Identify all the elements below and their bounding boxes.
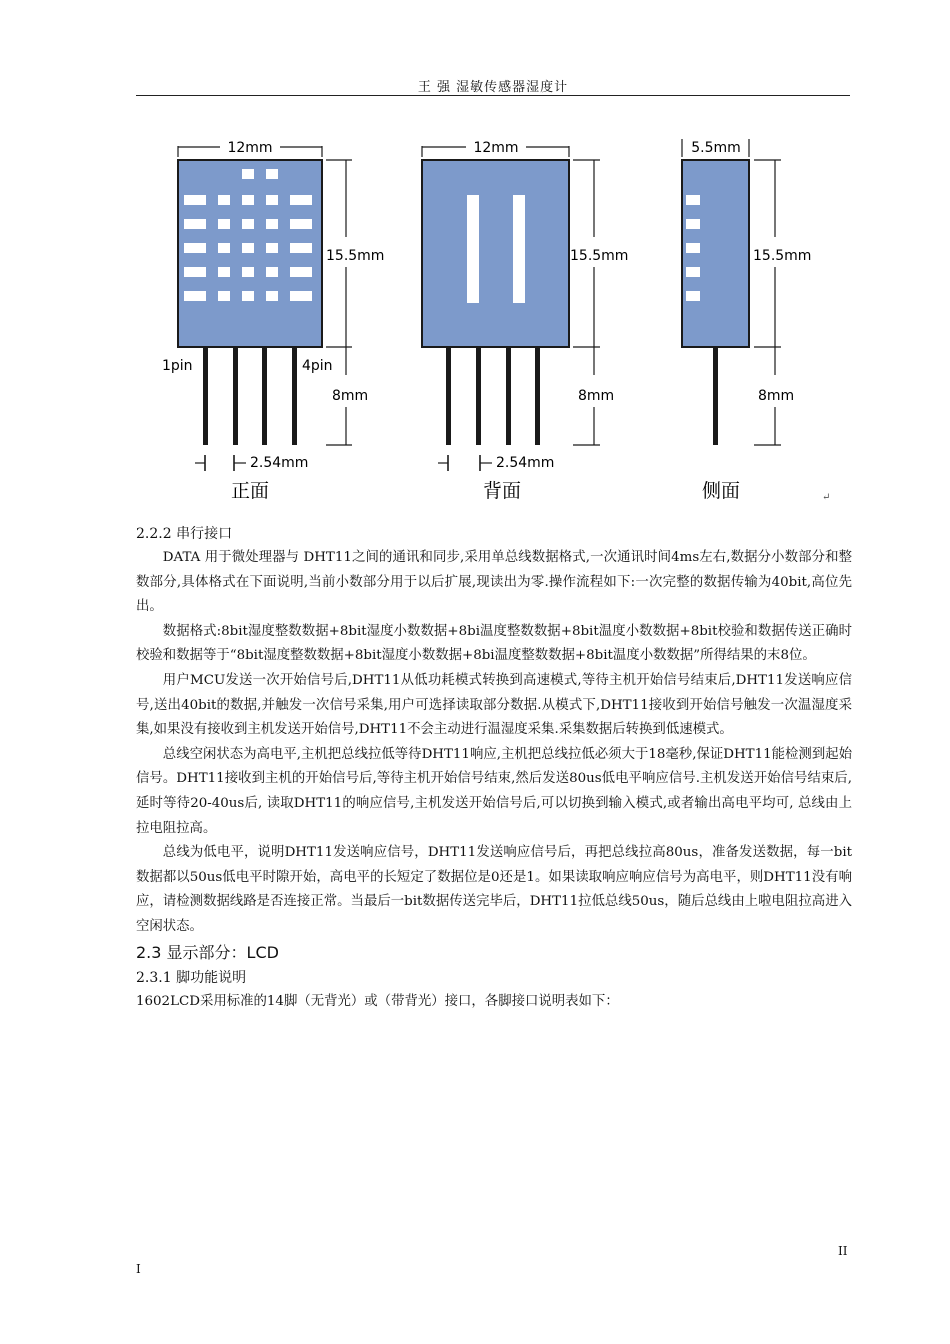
front-pin-left-label: 1pin bbox=[162, 358, 193, 374]
side-pin bbox=[713, 347, 718, 445]
paragraph-data-format: 数据格式:8bit湿度整数数据+8bit湿度小数数据+8bi温度整数数据+8bit温度小数数据+8bit校验和数据传送正确时校验和数据等于“8bit湿度整数数据+8bit湿度小数数据+8bi温度整数数据+8bit温度小数数据”所得结果的末8位。 bbox=[136, 623, 852, 664]
front-pitch-label: 2.54mm bbox=[250, 455, 309, 471]
page-header: 王 强 湿敏传感器湿度计 bbox=[417, 80, 569, 95]
back-sensor-body bbox=[422, 160, 569, 347]
side-view bbox=[682, 139, 811, 502]
document-body bbox=[136, 522, 852, 1014]
front-pins bbox=[203, 347, 297, 445]
header-rule bbox=[136, 95, 850, 96]
paragraph-lcd-intro: 1602LCD采用标准的14脚（无背光）或（带背光）接口，各脚接口说明表如下： bbox=[136, 993, 619, 1009]
paragraph-data-interface: DATA 用于微处理器与 DHT11之间的通讯和同步,采用单总线数据格式,一次通讯时间4ms左右,数据分小数部分和整数部分,具体格式在下面说明,当前小数部分用于以后扩展,现读出为零.操作流程如下:一次完整的数据传输为40bit,高位先出。 bbox=[136, 550, 852, 615]
side-sensor-body bbox=[682, 160, 749, 347]
section-2-2-2-title: 2.2.2 串行接口 bbox=[136, 526, 233, 542]
back-caption: 背面 bbox=[482, 480, 522, 502]
side-caption: 侧面 bbox=[701, 480, 741, 502]
page-number: II bbox=[838, 1244, 848, 1258]
paragraph-bus-idle: 总线空闲状态为高电平,主机把总线拉低等待DHT11响应,主机把总线拉低必须大于18毫秒,保证DHT11能检测到起始信号。DHT11接收到主机的开始信号后,等待主机开始信号结束,然后发送80us低电平响应信号.主机发送开始信号结束后,延时等待20-40us后, 读取DHT11的响应信号,主机发送开始信号后,可以切换到输入模式,或者输出高电平均可, 总线由上拉电阻拉高。 bbox=[136, 746, 852, 836]
back-pin-length-label: 8mm bbox=[578, 388, 615, 404]
front-caption: 正面 bbox=[230, 480, 270, 502]
back-height-label: 15.5mm bbox=[570, 248, 629, 264]
side-height-label: 15.5mm bbox=[753, 248, 812, 264]
back-pins bbox=[446, 347, 540, 445]
front-width-label: 12mm bbox=[227, 140, 273, 156]
paragraph-bus-low: 总线为低电平，说明DHT11发送响应信号，DHT11发送响应信号后，再把总线拉高80us，准备发送数据，每一bit数据都以50us低电平时隙开始，高电平的长短定了数据位是0还是1。如果读取响应响应信号为高电平，则DHT11没有响应，请检测数据线路是否连接正常。当最后一bit数据传送完毕后，DHT11拉低总线50us，随后总线由上啦电阻拉高进入空闲状态。 bbox=[136, 845, 852, 934]
back-slot-right bbox=[513, 195, 525, 303]
front-view bbox=[162, 140, 384, 502]
corner-mark: I bbox=[136, 1262, 141, 1276]
back-width-label: 12mm bbox=[473, 140, 519, 156]
back-slot-left bbox=[467, 195, 479, 303]
back-view bbox=[422, 140, 628, 502]
dht11-dimension-figure bbox=[150, 125, 830, 510]
section-2-3-title: 2.3 显示部分：LCD bbox=[136, 942, 279, 962]
side-pin-length-label: 8mm bbox=[758, 388, 795, 404]
paragraph-return-mark: ↵ bbox=[822, 492, 831, 503]
front-height-label: 15.5mm bbox=[326, 248, 385, 264]
front-pin-length-label: 8mm bbox=[332, 388, 369, 404]
front-sensor-body bbox=[178, 160, 322, 347]
front-pin-right-label: 4pin bbox=[302, 358, 333, 374]
side-width-label: 5.5mm bbox=[691, 140, 741, 156]
paragraph-mcu-start: 用户MCU发送一次开始信号后,DHT11从低功耗模式转换到高速模式,等待主机开始信号结束后,DHT11发送响应信号,送出40bit的数据,并触发一次信号采集,用户可选择读取部分数据.从模式下,DHT11接收到开始信号触发一次温湿度采集,如果没有接收到主机发送开始信号,DHT11不会主动进行温湿度采集.采集数据后转换到低速模式。 bbox=[136, 672, 852, 738]
section-2-3-1-title: 2.3.1 脚功能说明 bbox=[136, 969, 247, 986]
back-pitch-label: 2.54mm bbox=[496, 455, 555, 471]
